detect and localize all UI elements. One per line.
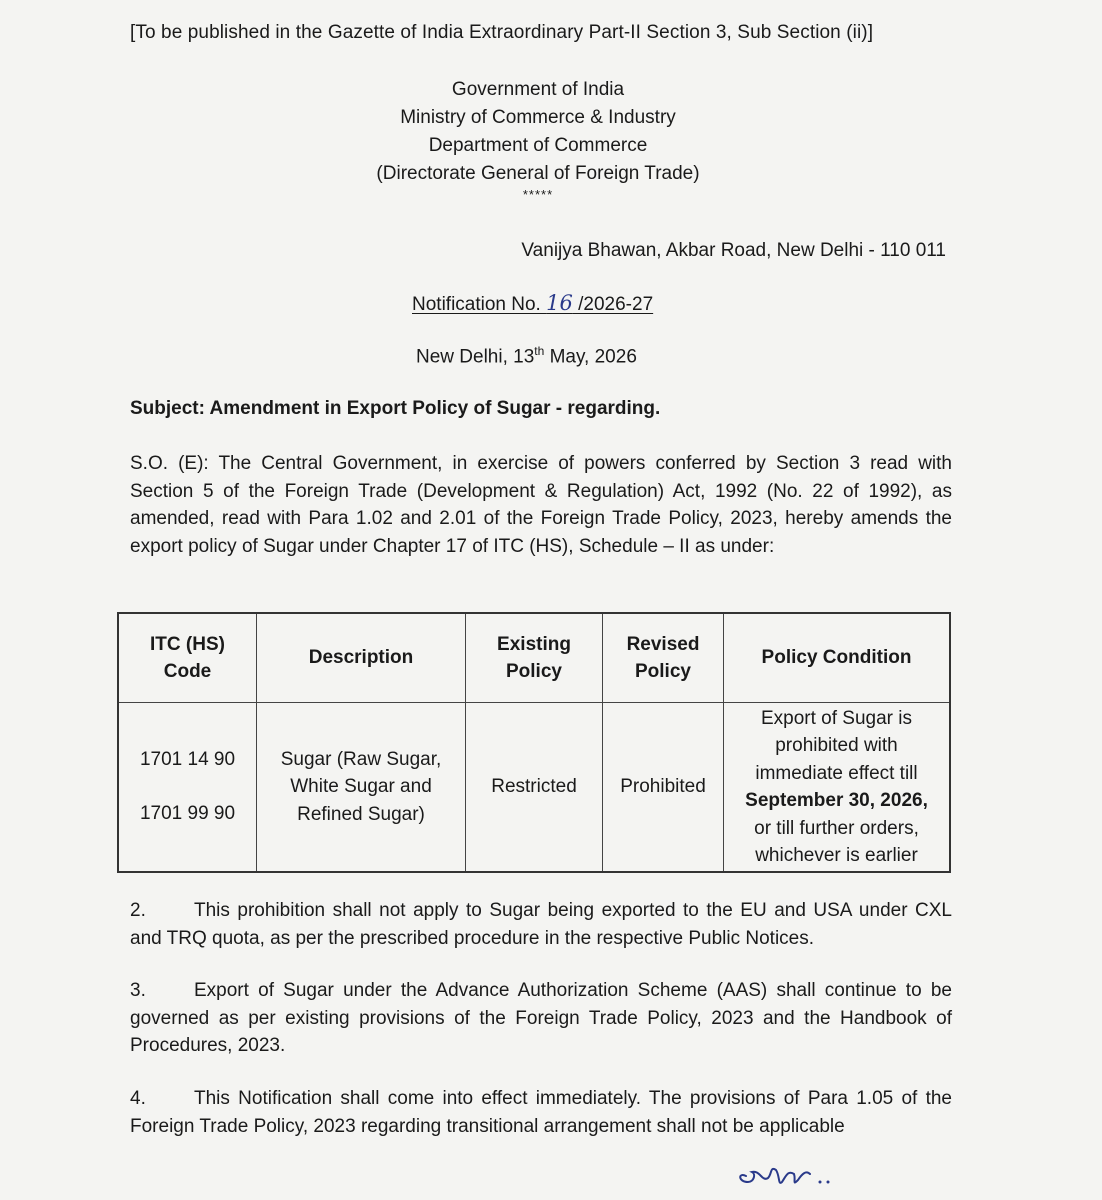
itc-code-1: 1701 14 90 xyxy=(139,749,236,770)
condition-l6: whichever is earlier xyxy=(755,845,918,866)
gazette-line: [To be published in the Gazette of India Extraordinary Part-II Section 3, Sub Section (ii)] xyxy=(130,22,874,43)
paragraph-4-text: This Notification shall come into effect immediately. The provisions of Para 1.05 of the Foreign Trade Policy, 2023 regarding transitional arrangement shall not be applicable xyxy=(130,1088,952,1137)
date-prefix: New Delhi, 13 xyxy=(416,346,535,368)
paragraph-3-text: Export of Sugar under the Advance Authorization Scheme (AAS) shall continue to be governed as per existing provisions of the Foreign Trade Policy, 2023 and the Handbook of Procedures, 2023. xyxy=(130,980,952,1056)
header-itc-code xyxy=(118,613,257,703)
cell-existing-policy: Restricted xyxy=(466,703,603,873)
header-revised-l1: Revised xyxy=(626,633,700,655)
notification-prefix: Notification No. xyxy=(412,294,547,315)
header-stars: ***** xyxy=(522,187,554,202)
office-address: Vanijya Bhawan, Akbar Road, New Delhi - 110 011 xyxy=(521,240,946,261)
policy-table xyxy=(117,612,951,873)
notification-number xyxy=(412,291,653,316)
header-existing-policy xyxy=(466,613,603,703)
signature-mark xyxy=(732,1152,842,1192)
table-header-row xyxy=(118,613,950,703)
paragraph-2-text: This prohibition shall not apply to Sugar being exported to the EU and USA under CXL and TRQ quota, as per the prescribed procedure in the respective Public Notices. xyxy=(130,900,952,949)
header-revised-l2: Policy xyxy=(635,661,691,682)
issuer-header xyxy=(0,76,1076,202)
cell-description xyxy=(257,703,466,873)
cell-revised-policy: Prohibited xyxy=(603,703,724,873)
condition-l2: prohibited with xyxy=(775,735,898,756)
paragraph-4-number: 4. xyxy=(130,1088,146,1109)
description-l3: Refined Sugar) xyxy=(297,803,425,825)
subject-line: Subject: Amendment in Export Policy of Sugar - regarding. xyxy=(130,398,661,419)
paragraph-4 xyxy=(130,1085,952,1140)
header-revised-policy xyxy=(603,613,724,703)
notification-suffix: /2026-27 xyxy=(572,294,654,315)
paragraph-3 xyxy=(130,977,952,1060)
condition-date-bold: September 30, 2026, xyxy=(745,790,928,811)
header-existing-l2: Policy xyxy=(506,661,562,682)
header-policy-condition: Policy Condition xyxy=(724,613,951,703)
header-existing-l1: Existing xyxy=(497,633,571,655)
date-suffix: May, 2026 xyxy=(544,346,637,368)
paragraph-3-number: 3. xyxy=(130,980,146,1001)
description-l2: White Sugar and xyxy=(290,776,432,798)
date-superscript: th xyxy=(534,344,545,358)
condition-l1: Export of Sugar is xyxy=(760,707,913,729)
table-row xyxy=(118,703,950,873)
header-itc-code-l1: ITC (HS) xyxy=(150,633,225,655)
itc-code-2: 1701 99 90 xyxy=(139,803,236,824)
condition-l5: or till further orders, xyxy=(754,817,919,839)
cell-itc-codes xyxy=(118,703,257,873)
description-l1: Sugar (Raw Sugar, xyxy=(280,748,442,770)
condition-l3: immediate effect till xyxy=(755,762,918,784)
notification-date xyxy=(416,344,637,368)
intro-paragraph: S.O. (E): The Central Government, in exercise of powers conferred by Section 3 read with Section 5 of the Foreign Trade (Development & Regulation) Act, 1992 (No. 22 of 1992), as amended, read with Para 1.02 and 2.01 of the Foreign Trade Policy, 2023, hereby amends the export policy of Sugar under Chapter 17 of ITC (HS), Schedule – II as under: xyxy=(130,453,952,557)
header-directorate: (Directorate General of Foreign Trade) xyxy=(376,163,700,184)
header-description: Description xyxy=(257,613,466,703)
paragraph-2-number: 2. xyxy=(130,900,146,921)
paragraph-2 xyxy=(130,897,952,952)
header-itc-code-l2: Code xyxy=(163,661,212,682)
header-ministry: Ministry of Commerce & Industry xyxy=(400,107,676,128)
header-department: Department of Commerce xyxy=(428,135,648,156)
header-government: Government of India xyxy=(451,79,625,100)
notification-handwritten-number: 16 xyxy=(546,291,573,315)
cell-policy-condition xyxy=(724,703,951,873)
